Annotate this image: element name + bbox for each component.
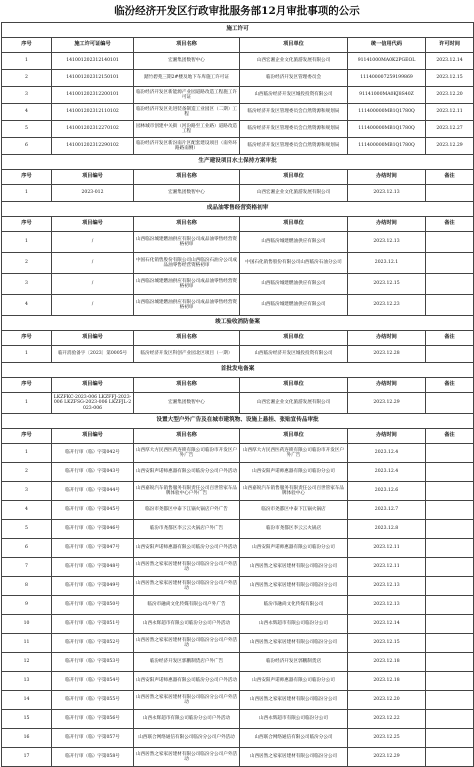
section-title: 施工许可	[2, 23, 474, 38]
table-cell: 16	[2, 729, 52, 748]
table-cell	[426, 577, 474, 596]
table-cell: 141001202312150101	[52, 70, 134, 87]
column-header: 项目单位	[240, 170, 348, 185]
table-cell: 2	[2, 463, 52, 482]
table-cell: /	[52, 295, 134, 316]
table-cell	[426, 520, 474, 539]
table-cell: 临开行审（临）字第056号	[52, 710, 134, 729]
table-cell: 山西临汾城建燃油供应有限公司	[240, 274, 348, 295]
table-cell: 2023.12.13	[348, 596, 426, 615]
table-cell: 2023.12.15	[348, 274, 426, 295]
table-cell: 山西安阳声诺师惠器有限公司临汾分公司	[240, 463, 348, 482]
table-cell: 2023-012	[52, 185, 134, 202]
table-cell: 山西居然之家家居建材有限公司临汾分公司	[240, 577, 348, 596]
section-title: 成品油零售经营资格初审	[2, 202, 474, 217]
table-header-row	[2, 38, 474, 53]
table-cell: 临开行审（临）字第052号	[52, 634, 134, 653]
table-row	[2, 346, 474, 363]
table-cell	[426, 710, 474, 729]
column-header: 序号	[2, 217, 52, 232]
column-header: 办结时间	[348, 217, 426, 232]
table-cell	[426, 558, 474, 577]
table-cell: 2	[2, 253, 52, 274]
table-cell: 2023.12.4	[348, 444, 426, 463]
table-header-row	[2, 170, 474, 185]
table-cell: 2023.12.11	[426, 104, 474, 121]
section-title-row	[2, 202, 474, 217]
table-cell: 6	[2, 539, 52, 558]
column-header: 序号	[2, 331, 52, 346]
table-header-row	[2, 378, 474, 393]
table-cell: 2023.12.27	[426, 121, 474, 138]
table-cell: 山西临汾城建燃油供应有限公司成品油零售经营资格初审	[134, 295, 240, 316]
table-cell: 2023.12.28	[348, 346, 426, 363]
table-cell: 山西永辉超市有限公司临汾分公司户外活动	[134, 615, 240, 634]
table-cell: 临开行审（临）字第053号	[52, 653, 134, 672]
table-cell: 91141000MA0KJ8S40Z	[348, 87, 426, 104]
table-cell: 2023.12.6	[348, 482, 426, 501]
page-title: 临汾经济开发区行政审批服务部12月审批事项的公示	[114, 5, 360, 17]
section-title: 生产建设项目水土保持方案审批	[2, 155, 474, 170]
table-row	[2, 104, 474, 121]
table-row	[2, 729, 474, 748]
section-title: 首批发电备案	[2, 363, 474, 378]
table-row	[2, 539, 474, 558]
column-header: 项目名称	[134, 378, 240, 393]
table-cell: 3	[2, 274, 52, 295]
table-cell: 10	[2, 615, 52, 634]
section-title-row	[2, 363, 474, 378]
table-row	[2, 253, 474, 274]
table-cell: 2023.12.13	[348, 185, 426, 202]
table-cell: 临汾市融尚文化传媒有限公司户外广告	[134, 596, 240, 615]
table-cell: 山西宏湘企业文化旅游发展有限公司	[240, 185, 348, 202]
table-cell: 山西宏湘企业文化旅游发展有限公司	[240, 53, 348, 70]
table-cell: 3	[2, 482, 52, 501]
table-header-row	[2, 429, 474, 444]
table-cell	[426, 539, 474, 558]
table-row	[2, 558, 474, 577]
column-header: 备注	[426, 170, 474, 185]
column-header: 项目单位	[240, 38, 348, 53]
table-cell: 山西宏湘企业文化旅游发展有限公司	[240, 393, 348, 414]
column-header: 项目单位	[240, 378, 348, 393]
table-cell: /	[52, 274, 134, 295]
table-row	[2, 520, 474, 539]
column-header: 项目编号	[52, 429, 134, 444]
table-row	[2, 596, 474, 615]
table-cell: 7	[2, 558, 52, 577]
table-cell: 临开行审（临）字第049号	[52, 577, 134, 596]
table-cell: 山西居然之家家居建材有限公司临汾分公司	[240, 634, 348, 653]
column-header: 项目编号	[52, 217, 134, 232]
table-row	[2, 615, 474, 634]
table-cell: 山西临汾经济开发区城投投资有限公司	[240, 87, 348, 104]
table-cell: 4	[2, 104, 52, 121]
table-cell: 临汾经济开发区新汾南片区配套建设项目（南外环路路南侧）	[134, 138, 240, 155]
table-cell: 山西厚大方民西医药连锁有限公司临汾市开发区户外广告	[134, 444, 240, 463]
table-row	[2, 482, 474, 501]
table-cell: 2023.12.8	[348, 520, 426, 539]
column-header: 办结时间	[348, 331, 426, 346]
table-row	[2, 295, 474, 316]
table-cell: 宏湘集团数智中心	[134, 53, 240, 70]
section-title: 竣工验收消防备案	[2, 316, 474, 331]
table-cell: 2023.12.23	[348, 295, 426, 316]
section-title-row	[2, 23, 474, 38]
table-cell: 1	[2, 232, 52, 253]
table-cell: 2023.12.29	[348, 393, 426, 414]
table-cell	[426, 185, 474, 202]
column-header: 项目名称	[134, 38, 240, 53]
table-cell	[426, 482, 474, 501]
table-cell: 山西永辉超市有限公司临汾分公司户外活动	[134, 710, 240, 729]
table-cell: 临汾经济开发区管理委员会自然资源和规划局	[240, 138, 348, 155]
table-cell: 2023.12.18	[348, 672, 426, 691]
table-cell: 山西安阳声诺师惠器有限公司临汾分公司户外活动	[134, 463, 240, 482]
table-row	[2, 70, 474, 87]
table-cell: 宏湘集团数智中心	[134, 185, 240, 202]
table-cell: 山西临汾城建燃油供应有限公司成品油零售经营资格初审	[134, 232, 240, 253]
table-cell: 山西居然之家家居建材有限公司临汾分公司	[240, 691, 348, 710]
table-cell: 临汾经济开发区管理委员会	[240, 70, 348, 87]
table-row	[2, 232, 474, 253]
column-header: 项目名称	[134, 429, 240, 444]
table-cell	[426, 501, 474, 520]
table-cell: 临开行审（临）字第046号	[52, 520, 134, 539]
table-cell: 2023.12.22	[348, 710, 426, 729]
table-row	[2, 185, 474, 202]
table-cell: 山西安阳声诺师惠器有限公司临汾分公司户外活动	[134, 672, 240, 691]
table-cell: 山西居然之家家居建材有限公司临汾分公司	[240, 748, 348, 767]
table-cell: 山西居然之家家居建材有限公司临汾分公司户外活动	[134, 558, 240, 577]
table-cell: 临开行审（临）字第042号	[52, 444, 134, 463]
table-cell: 临汾经济开发区郭鹏制货店	[240, 653, 348, 672]
table-cell: 中国石化销售股份有限公司山西临汾石油分公司	[240, 253, 348, 274]
table-cell	[426, 274, 474, 295]
column-header: 项目单位	[240, 429, 348, 444]
approval-table	[1, 22, 474, 767]
table-cell: 临开行审（临）字第043号	[52, 463, 134, 482]
table-cell: 山西联合网络通信有限公司临汾分公司	[240, 729, 348, 748]
table-cell: 临汾市融尚文化传媒有限公司	[240, 596, 348, 615]
table-cell: 山西居然之家家居建材有限公司临汾分公司户外活动	[134, 634, 240, 653]
table-cell: 2	[2, 70, 52, 87]
table-header-row	[2, 217, 474, 232]
table-row	[2, 672, 474, 691]
table-cell	[426, 691, 474, 710]
table-cell: 111400007259199869	[348, 70, 426, 87]
table-cell: 2023.12.15	[426, 70, 474, 87]
table-cell: 山西嘉锐汽车销售服务有限责任公司百世管家车品牌体验中心	[240, 482, 348, 501]
table-cell: 2023.12.18	[348, 653, 426, 672]
table-cell: 临开行审（临）字第044号	[52, 482, 134, 501]
column-header: 备注	[426, 429, 474, 444]
table-cell: 141001202312290102	[52, 138, 134, 155]
column-header: 序号	[2, 170, 52, 185]
column-header: 序号	[2, 378, 52, 393]
table-cell	[426, 393, 474, 414]
table-cell: /	[52, 232, 134, 253]
table-cell: 山西安阳声诺师惠器有限公司临汾分公司	[240, 672, 348, 691]
column-header: 项目名称	[134, 331, 240, 346]
table-cell: 山西居然之家家居建材有限公司临汾分公司户外活动	[134, 748, 240, 767]
table-cell: 山西临汾城建燃油供应有限公司	[240, 295, 348, 316]
table-cell: 临开行审（临）字第045号	[52, 501, 134, 520]
table-cell	[426, 634, 474, 653]
column-header: 序号	[2, 38, 52, 53]
table-cell: 临汾经济开发区郭鹏制货店户外广告	[134, 653, 240, 672]
table-cell: 1	[2, 444, 52, 463]
table-cell: 2023.12.20	[348, 691, 426, 710]
table-cell: 2023.12.29	[348, 748, 426, 767]
table-cell: 山西联合网络通信有限公司临汾分公司户外活动	[134, 729, 240, 748]
table-cell: 8	[2, 577, 52, 596]
table-cell: 1	[2, 185, 52, 202]
table-cell	[426, 253, 474, 274]
table-cell: 踏竹碧苑三期2#楼及地下车库施工许可证	[134, 70, 240, 87]
table-cell	[426, 463, 474, 482]
table-cell: 山西永辉超市有限公司临汾分公司	[240, 615, 348, 634]
table-cell: 临汾经济开发区先进装备制造工业园区（二期）工程	[134, 104, 240, 121]
table-cell: 5	[2, 520, 52, 539]
table-cell: 2023.12.1	[348, 253, 426, 274]
table-cell: 2023.12.11	[348, 539, 426, 558]
table-cell: 2023.12.11	[348, 558, 426, 577]
column-header: 备注	[426, 217, 474, 232]
column-header: 办结时间	[348, 429, 426, 444]
column-header: 序号	[2, 429, 52, 444]
table-cell: 2023.12.25	[348, 729, 426, 748]
table-cell: 临汾经济开发区科创产业园北区项目（一期）	[134, 346, 240, 363]
column-header: 项目编号	[52, 170, 134, 185]
table-row	[2, 710, 474, 729]
table-row	[2, 274, 474, 295]
table-cell: 9	[2, 596, 52, 615]
table-row	[2, 501, 474, 520]
table-cell: 91141000MA0K2PGEOL	[348, 53, 426, 70]
table-cell: 临开行审（临）字第055号	[52, 691, 134, 710]
table-cell: 11	[2, 634, 52, 653]
table-row	[2, 577, 474, 596]
table-row	[2, 463, 474, 482]
table-cell: 山西居然之家家居建材有限公司临汾分公司户外活动	[134, 691, 240, 710]
table-cell: 4	[2, 295, 52, 316]
table-cell: 山西嘉锐汽车销售服务有限责任公司百世管家车品牌体验中心户外广告	[134, 482, 240, 501]
column-header: 项目单位	[240, 217, 348, 232]
table-cell: /	[52, 253, 134, 274]
table-cell	[426, 346, 474, 363]
table-row	[2, 121, 474, 138]
table-row	[2, 691, 474, 710]
table-cell: 2023.12.7	[348, 501, 426, 520]
table-header-row	[2, 331, 474, 346]
table-cell: 2023.12.13	[348, 577, 426, 596]
table-cell: 临汾市尧都区中泰下江锅火锅店户外广告	[134, 501, 240, 520]
table-cell: 2023.12.14	[348, 615, 426, 634]
table-cell	[426, 295, 474, 316]
table-cell: 山西厚大方民西医药连锁有限公司临汾市开发区户外广告	[240, 444, 348, 463]
table-cell: 4	[2, 501, 52, 520]
table-cell: 园林城市创建中关街（河汾路至工业路）道路改造工程	[134, 121, 240, 138]
table-cell: 2023.12.15	[348, 634, 426, 653]
column-header: 备注	[426, 378, 474, 393]
table-row	[2, 748, 474, 767]
table-cell: 141001202312110102	[52, 104, 134, 121]
column-header: 项目编号	[52, 378, 134, 393]
table-cell: 山西临汾城建燃油供应有限公司成品油零售经营资格初审	[134, 274, 240, 295]
table-row	[2, 87, 474, 104]
table-cell: 山西临汾经济开发区城投投资有限公司	[240, 346, 348, 363]
table-cell: 13	[2, 672, 52, 691]
table-cell: 6	[2, 138, 52, 155]
section-title: 设置大型户外广告及在城市建筑物、设施上悬挂、张贴宣传品审批	[2, 414, 474, 429]
table-cell: 山西临汾城建燃油供应有限公司	[240, 232, 348, 253]
table-row	[2, 138, 474, 155]
table-cell: 临开行审（临）字第047号	[52, 539, 134, 558]
table-row	[2, 653, 474, 672]
table-cell: 111400000MB1Q1780Q	[348, 138, 426, 155]
table-cell: 山西安阳声诺师惠器有限公司临汾分公司	[240, 539, 348, 558]
column-header: 项目名称	[134, 217, 240, 232]
table-cell: 3	[2, 87, 52, 104]
table-cell: 临开行审（临）字第051号	[52, 615, 134, 634]
column-header: 项目单位	[240, 331, 348, 346]
column-header: 办结时间	[348, 170, 426, 185]
table-cell	[426, 672, 474, 691]
table-cell: 临汾经济开发区管理委员会自然资源和规划局	[240, 104, 348, 121]
column-header: 项目名称	[134, 170, 240, 185]
table-cell: 111400000MB1Q1780Q	[348, 121, 426, 138]
table-cell	[426, 729, 474, 748]
table-cell: 2023.12.20	[426, 87, 474, 104]
table-row	[2, 634, 474, 653]
table-cell: 山西居然之家家居建材有限公司临汾分公司户外活动	[134, 577, 240, 596]
table-cell: 2023.12.13	[348, 232, 426, 253]
column-header: 许可时间	[426, 38, 474, 53]
table-row	[2, 53, 474, 70]
table-cell: 141001202312140101	[52, 53, 134, 70]
table-cell: 2023.12.4	[348, 463, 426, 482]
table-cell	[426, 615, 474, 634]
table-cell: 15	[2, 710, 52, 729]
table-cell: 临汾市尧都区中泰下江锅火锅店	[240, 501, 348, 520]
table-cell: 临开行审（临）字第057号	[52, 729, 134, 748]
column-header: 项目编号	[52, 331, 134, 346]
table-cell: 临开行审（临）字第058号	[52, 748, 134, 767]
table-cell: 1	[2, 346, 52, 363]
table-cell: 临汾市尧都区李云云火锅店	[240, 520, 348, 539]
table-cell	[426, 748, 474, 767]
table-cell	[426, 444, 474, 463]
table-cell: 临开行审（临）字第050号	[52, 596, 134, 615]
table-cell: 12	[2, 653, 52, 672]
table-cell	[426, 653, 474, 672]
column-header: 施工许可证编号	[52, 38, 134, 53]
table-cell: 111400000MB1Q1780Q	[348, 104, 426, 121]
table-cell: 临汾经济开发区新能源产业园道路改造工程施工许可证	[134, 87, 240, 104]
table-cell: 17	[2, 748, 52, 767]
table-cell: 临开行审（临）字第048号	[52, 558, 134, 577]
table-cell: 2023.12.29	[426, 138, 474, 155]
table-cell: 临开消验备字〔2023〕第0005号	[52, 346, 134, 363]
table-cell: 1	[2, 393, 52, 414]
section-title-row	[2, 155, 474, 170]
table-cell: LKZFKC-2023-006 LKZFFJ-2023-006 LKZFSG-2023-006 LKZFJL-2023-006	[52, 393, 134, 414]
table-cell: 141001202312270102	[52, 121, 134, 138]
table-row	[2, 444, 474, 463]
column-header: 备注	[426, 331, 474, 346]
table-cell: 中国石化销售股份有限公司山西临汾石油分公司成品油零售经营资格初审	[134, 253, 240, 274]
table-cell: 5	[2, 121, 52, 138]
table-cell: 山西安阳声诺师惠器有限公司临汾分公司户外活动	[134, 539, 240, 558]
column-header: 统一信用代码	[348, 38, 426, 53]
table-cell: 临汾经济开发区管理委员会自然资源和规划局	[240, 121, 348, 138]
section-title-row	[2, 414, 474, 429]
table-cell: 山西永辉超市有限公司临汾分公司	[240, 710, 348, 729]
table-cell: 141001202312200101	[52, 87, 134, 104]
table-cell: 1	[2, 53, 52, 70]
table-cell: 临开行审（临）字第054号	[52, 672, 134, 691]
table-cell: 2023.12.14	[426, 53, 474, 70]
table-cell: 山西居然之家家居建材有限公司临汾分公司	[240, 558, 348, 577]
section-title-row	[2, 316, 474, 331]
column-header: 办结时间	[348, 378, 426, 393]
table-cell	[426, 232, 474, 253]
table-cell: 14	[2, 691, 52, 710]
table-cell: 临汾市尧都区李云云火锅店户外广告	[134, 520, 240, 539]
table-row	[2, 393, 474, 414]
table-cell	[426, 596, 474, 615]
table-cell: 宏湘集团数智中心	[134, 393, 240, 414]
